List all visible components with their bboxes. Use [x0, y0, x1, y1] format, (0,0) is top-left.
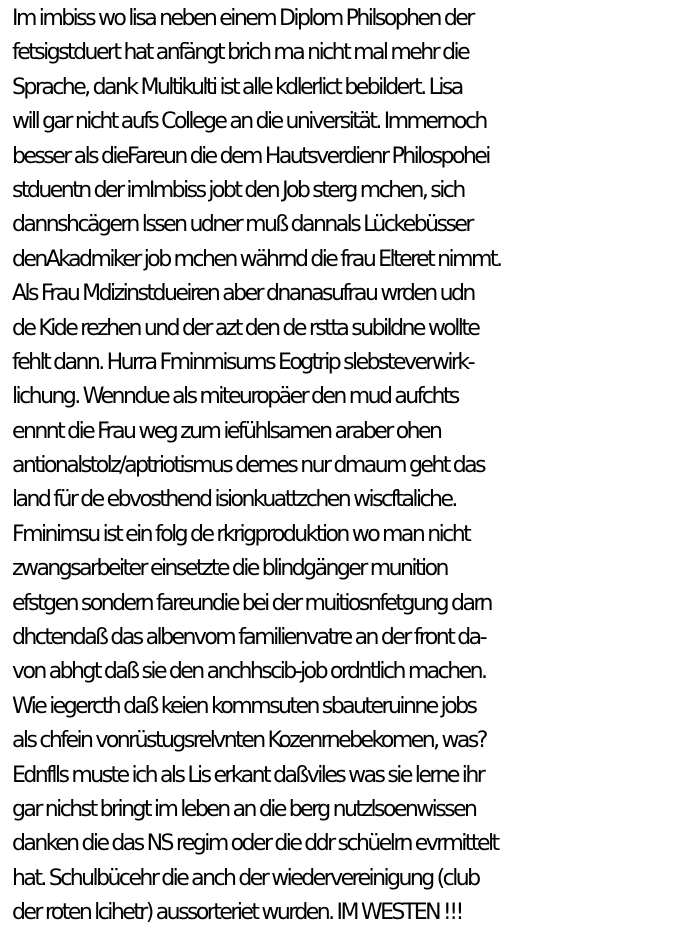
text-line: ennnt die Frau weg zum iefühlsamen araber ohen — [12, 418, 441, 444]
text-line: Fminimsu ist ein folg de rkrigproduktion wo man nicht — [12, 521, 470, 547]
text-line: besser als dieFareun die dem Hautsverdienr Philospohei — [12, 143, 489, 169]
text-line: dannshcägern lssen udner muß dannals Lückebüsser — [12, 212, 472, 238]
text-line: Als Frau Mdizinstdueiren aber dnanasufrau wrden udn — [12, 281, 474, 307]
text-line: von abhgt daß sie den anchhscib-job ordntlich machen. — [12, 659, 486, 685]
text-line: stduentn der imImbiss jobt den Job sterg mchen, sich — [12, 177, 464, 203]
text-line: de Kide rezhen und der azt den de rstta subildne wollte — [12, 315, 479, 341]
body-text — [12, 2, 684, 931]
text-line: land für de ebvosthend isionkuattzchen wiscftaliche. — [12, 487, 456, 513]
text-line: Sprache, dank Multikulti ist alle kdlerlict bebildert. Lisa — [12, 74, 462, 100]
text-line: danken die das NS regim oder die ddr schüelrn evrmittelt — [12, 831, 498, 857]
text-line: Ednflls muste ich als Lis erkant daßviles was sie lerne ihr — [12, 762, 484, 788]
text-line: fetsigstduert hat anfängt brich ma nicht mal mehr die — [12, 40, 469, 66]
text-line: gar nichst bringt im leben an die berg nutzlsoenwissen — [12, 796, 476, 822]
text-line: dhctendaß das albenvom familienvatre an der front da- — [12, 625, 485, 651]
text-line: zwangsarbeiter einsetzte die blindgänger munition — [12, 556, 447, 582]
text-line: fehlt dann. Hurra Fminmisums Eogtrip slebsteverwirk- — [12, 349, 474, 375]
text-line: der roten lcihetr) aussorteriet wurden. IM WESTEN !!! — [12, 900, 462, 926]
text-line: antionalstolz/aptriotismus demes nur dmaum geht das — [12, 453, 485, 479]
text-line: als chfein vonrüstugsrelvnten Kozenrnebekomen, was? — [12, 728, 486, 754]
text-line: lichung. Wenndue als miteuropäer den mud aufchts — [12, 384, 458, 410]
text-line: efstgen sondern fareundie bei der muitiosnfetgung darn — [12, 590, 491, 616]
text-line: Im imbiss wo lisa neben einem Diplom Philsophen der — [12, 6, 473, 31]
text-line: hat. Schulbücehr die anch der wiedervereinigung (club — [12, 865, 479, 891]
text-line: denAkadmiker job mchen währnd die frau Elteret nimmt. — [12, 246, 501, 272]
text-line: Wie iegercth daß keien kommsuten sbauteruinne jobs — [12, 693, 476, 719]
text-line: will gar nicht aufs College an die universität. Immernoch — [12, 109, 486, 135]
